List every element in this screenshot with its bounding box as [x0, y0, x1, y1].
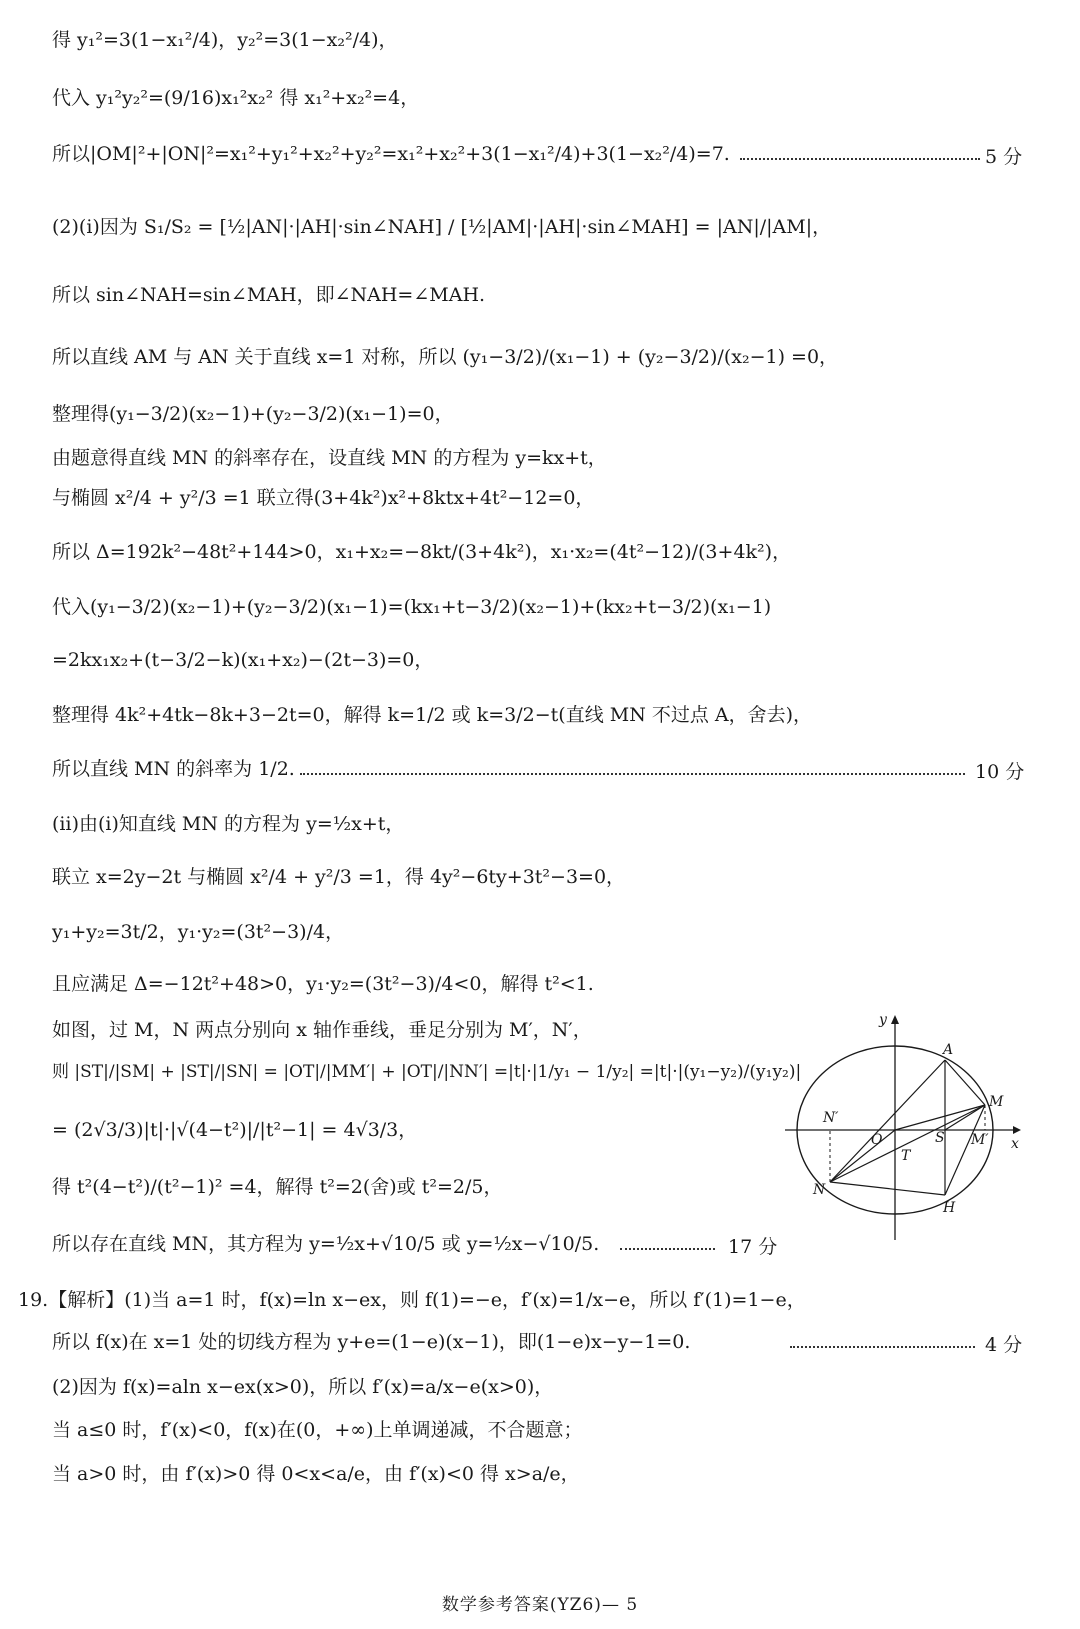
label-N: N: [813, 1182, 826, 1198]
text-line-22: 得 t²(4−t²)/(t²−1)² =4，解得 t²=2(舍)或 t²=2/5，: [52, 1176, 503, 1198]
text-line-17: y₁+y₂=3t/2，y₁·y₂=(3t²−3)/4，: [52, 921, 345, 943]
text-line-14: 所以直线 MN 的斜率为 1/2.: [52, 758, 295, 780]
text-line-11: 代入(y₁−3/2)(x₂−1)+(y₂−3/2)(x₁−1)=(kx₁+t−3/2)(x₂−1)+(kx₂+t−3/2)(x₁−1): [52, 596, 772, 618]
page-footer: 数学参考答案(YZ6)— 5: [441, 1595, 639, 1615]
text-line-6: 所以直线 AM 与 AN 关于直线 x=1 对称，所以 (y₁−3/2)/(x₁−1) + (y₂−3/2)/(x₂−1) =0，: [52, 346, 839, 368]
text-line-28: 当 a>0 时，由 f′(x)>0 得 0<x<a/e，由 f′(x)<0 得 x>a/e，: [52, 1463, 580, 1485]
text-line-13: 整理得 4k²+4tk−8k+3−2t=0，解得 k=1/2 或 k=3/2−t(直线 MN 不过点 A，舍去)，: [52, 704, 813, 726]
label-T: T: [901, 1148, 911, 1164]
dot-leader-5: [740, 158, 980, 160]
label-N-prime: N′: [823, 1110, 839, 1126]
score-5: 5 分: [985, 146, 1023, 168]
score-4: 4 分: [985, 1334, 1023, 1356]
text-line-19: 如图，过 M，N 两点分别向 x 轴作垂线，垂足分别为 M′，N′，: [52, 1019, 592, 1041]
text-line-12: =2kx₁x₂+(t−3/2−k)(x₁+x₂)−(2t−3)=0，: [52, 649, 434, 671]
text-line-20: 则 |ST|/|SM| + |ST|/|SN| = |OT|/|MM′| + |OT|/|NN′| =|t|·|1/y₁ − 1/y₂| =|t|·|(y₁−y₂)/(y₁y₂)|: [52, 1062, 802, 1082]
line-MH: [945, 1105, 985, 1195]
text-line-24: 19.【解析】(1)当 a=1 时，f(x)=ln x−ex，则 f(1)=−e，f′(x)=1/x−e，所以 f′(1)=1−e，: [18, 1289, 806, 1311]
text-line-7: 整理得(y₁−3/2)(x₂−1)+(y₂−3/2)(x₁−1)=0，: [52, 403, 454, 425]
text-line-23: 所以存在直线 MN，其方程为 y=½x+√10/5 或 y=½x−√10/5.: [52, 1233, 600, 1255]
dot-leader-10: [300, 773, 965, 775]
dot-leader-17: [620, 1248, 715, 1250]
x-axis-arrow: [1013, 1126, 1021, 1134]
y-axis-arrow: [891, 1015, 899, 1024]
text-line-21: = (2√3/3)|t|·|√(4−t²)|/|t²−1| = 4√3/3，: [52, 1119, 418, 1141]
label-M-prime: M′: [971, 1132, 989, 1148]
text-line-25: 所以 f(x)在 x=1 处的切线方程为 y+e=(1−e)(x−1)，即(1−e)x−y−1=0.: [52, 1331, 691, 1353]
text-line-18: 且应满足 Δ=−12t²+48>0，y₁·y₂=(3t²−3)/4<0，解得 t²<1.: [52, 973, 594, 995]
label-y: y: [879, 1012, 887, 1028]
line-AM: [945, 1060, 985, 1105]
ellipse-figure: [785, 1010, 1030, 1245]
label-M: M: [989, 1094, 1004, 1110]
text-line-16: 联立 x=2y−2t 与椭圆 x²/4 + y²/3 =1，得 4y²−6ty+3t²−3=0，: [52, 866, 626, 888]
dot-leader-4: [790, 1346, 975, 1348]
line-ON: [830, 1130, 895, 1182]
label-S: S: [935, 1130, 945, 1146]
text-line-26: (2)因为 f(x)=aln x−ex(x>0)，所以 f′(x)=a/x−e(x>0)，: [52, 1376, 554, 1398]
label-A: A: [943, 1042, 954, 1058]
label-x: x: [1011, 1136, 1019, 1152]
score-17: 17 分: [728, 1236, 778, 1258]
text-line-15: (ⅱ)由(ⅰ)知直线 MN 的方程为 y=½x+t，: [52, 813, 405, 835]
line-NH: [830, 1182, 945, 1195]
text-line-1: 得 y₁²=3(1−x₁²/4)，y₂²=3(1−x₂²/4)，: [52, 29, 398, 51]
score-10: 10 分: [975, 761, 1025, 783]
text-line-3: 所以|OM|²+|ON|²=x₁²+y₁²+x₂²+y₂²=x₁²+x₂²+3(1−x₁²/4)+3(1−x₂²/4)=7.: [52, 143, 730, 165]
text-line-4: (2)(ⅰ)因为 S₁/S₂ = [½|AN|·|AH|·sin∠NAH] / [½|AM|·|AH|·sin∠MAH] = |AN|/|AM|，: [52, 216, 832, 238]
text-line-9: 与椭圆 x²/4 + y²/3 =1 联立得(3+4k²)x²+8ktx+4t²−12=0，: [52, 487, 595, 509]
label-H: H: [943, 1200, 956, 1216]
text-line-5: 所以 sin∠NAH=sin∠MAH，即∠NAH=∠MAH.: [52, 284, 486, 306]
text-line-8: 由题意得直线 MN 的斜率存在，设直线 MN 的方程为 y=kx+t，: [52, 447, 607, 469]
text-line-27: 当 a≤0 时，f′(x)<0，f(x)在(0，+∞)上单调递减，不合题意；: [52, 1419, 583, 1441]
line-OM: [895, 1105, 985, 1130]
label-O: O: [871, 1132, 883, 1148]
text-line-2: 代入 y₁²y₂²=(9/16)x₁²x₂² 得 x₁²+x₂²=4，: [52, 87, 420, 109]
text-line-10: 所以 Δ=192k²−48t²+144>0，x₁+x₂=−8kt/(3+4k²)，x₁·x₂=(4t²−12)/(3+4k²)，: [52, 541, 792, 563]
line-MN: [830, 1105, 985, 1182]
